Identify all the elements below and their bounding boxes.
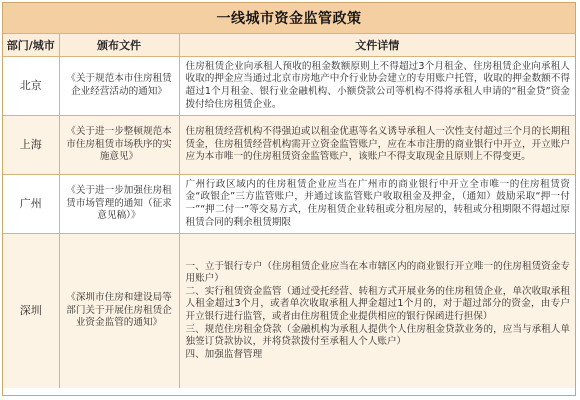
table-row-guangzhou: [3, 175, 575, 234]
details-text: 广州行政区域内的住房租赁企业应当在广州市的商业银行中开立全市唯一的住房租赁资金“政银企”三方监管账户，并通过该监管账户收取租金及押金，（通知）鼓励采取“押一付一”“押二付一”等交易方式，住房租赁企业转租或分租房屋的，转租或分租期限不得超过原租赁合同的剩余租赁期限: [185, 178, 570, 228]
table-header-row: [3, 34, 575, 57]
city-cell: 深圳: [3, 234, 59, 389]
column-header-city: 部门/城市: [3, 34, 59, 57]
details-cell: [179, 116, 575, 175]
document-cell: 《关于规范本市住房租赁企业经营活动的通知》: [59, 57, 179, 116]
details-text: 住房租赁企业向承租人预收的租金数额原则上不得超过3个月租金、住房租赁企业向承租人收取的押金应当通过北京市房地产中介行业协会建立的专用账户托管，收取的押金数额不得超过1个月租金、银行业金融机构、小额贷款公司等机构不得将承租人申请的“租金贷”资金拨付给住房租赁企业。: [185, 60, 570, 110]
city-cell: 上海: [3, 116, 59, 175]
details-item-1: 一、立于银行专户（住房租赁企业应当在本市辖区内的商业银行开立唯一的住房租赁资金专用账户）: [185, 260, 570, 285]
details-text: 住房租赁经营机构不得强迫或以租金优惠等名义诱导承租人一次性支付超过三个月的长期租赁金，住房租赁经营机构需开立资金监管账户，应在本市注册的商业银行中开立，开立账户应为本市唯一的住房租赁资金监管账户，该账户不得支取现金且原则上不得变更。: [185, 126, 570, 163]
table-row-shanghai: [3, 116, 575, 175]
city-cell: 北京: [3, 57, 59, 116]
table-row-shenzhen: [3, 234, 575, 389]
column-header-document: 颁布文件: [59, 34, 179, 57]
table-row-beijing: [3, 57, 575, 116]
document-cell: 《深圳市住房和建设局等部门关于开展住房租赁企业资金监管的通知》: [59, 234, 179, 389]
table-title: 一线城市资金监管政策: [3, 3, 575, 34]
details-cell: [179, 175, 575, 234]
document-cell: 《关于进一步加强住房租赁市场管理的通知（征求意见稿）》: [59, 175, 179, 234]
city-cell: 广州: [3, 175, 59, 234]
policy-table: [3, 34, 575, 388]
policy-table-panel: [2, 2, 576, 396]
document-cell: 《关于进一步整顿规范本市住房租赁市场秩序的实施意见》: [59, 116, 179, 175]
details-item-4: 四、加强监督管理: [185, 348, 263, 360]
details-item-2: 二、实行租赁资金监管（通过受托经营、转租方式开展业务的住房租赁企业，单次收取承租人租金超过3个月，或者单次收取承租人押金超过1个月的，对于超过部分的资金，由专户开立银行进行监管，或者由住房租赁企业提供相应的银行保函进行担保）: [185, 285, 570, 322]
details-cell: [179, 234, 575, 389]
column-header-details: 文件详情: [179, 34, 575, 57]
details-cell: [179, 57, 575, 116]
details-item-3: 三、规范住房租金贷款（金融机构为承租人提供个人住房租金贷款业务的，应当与承租人单独签订贷款协议，并将贷款拨付至承租人个人账户）: [185, 323, 570, 348]
